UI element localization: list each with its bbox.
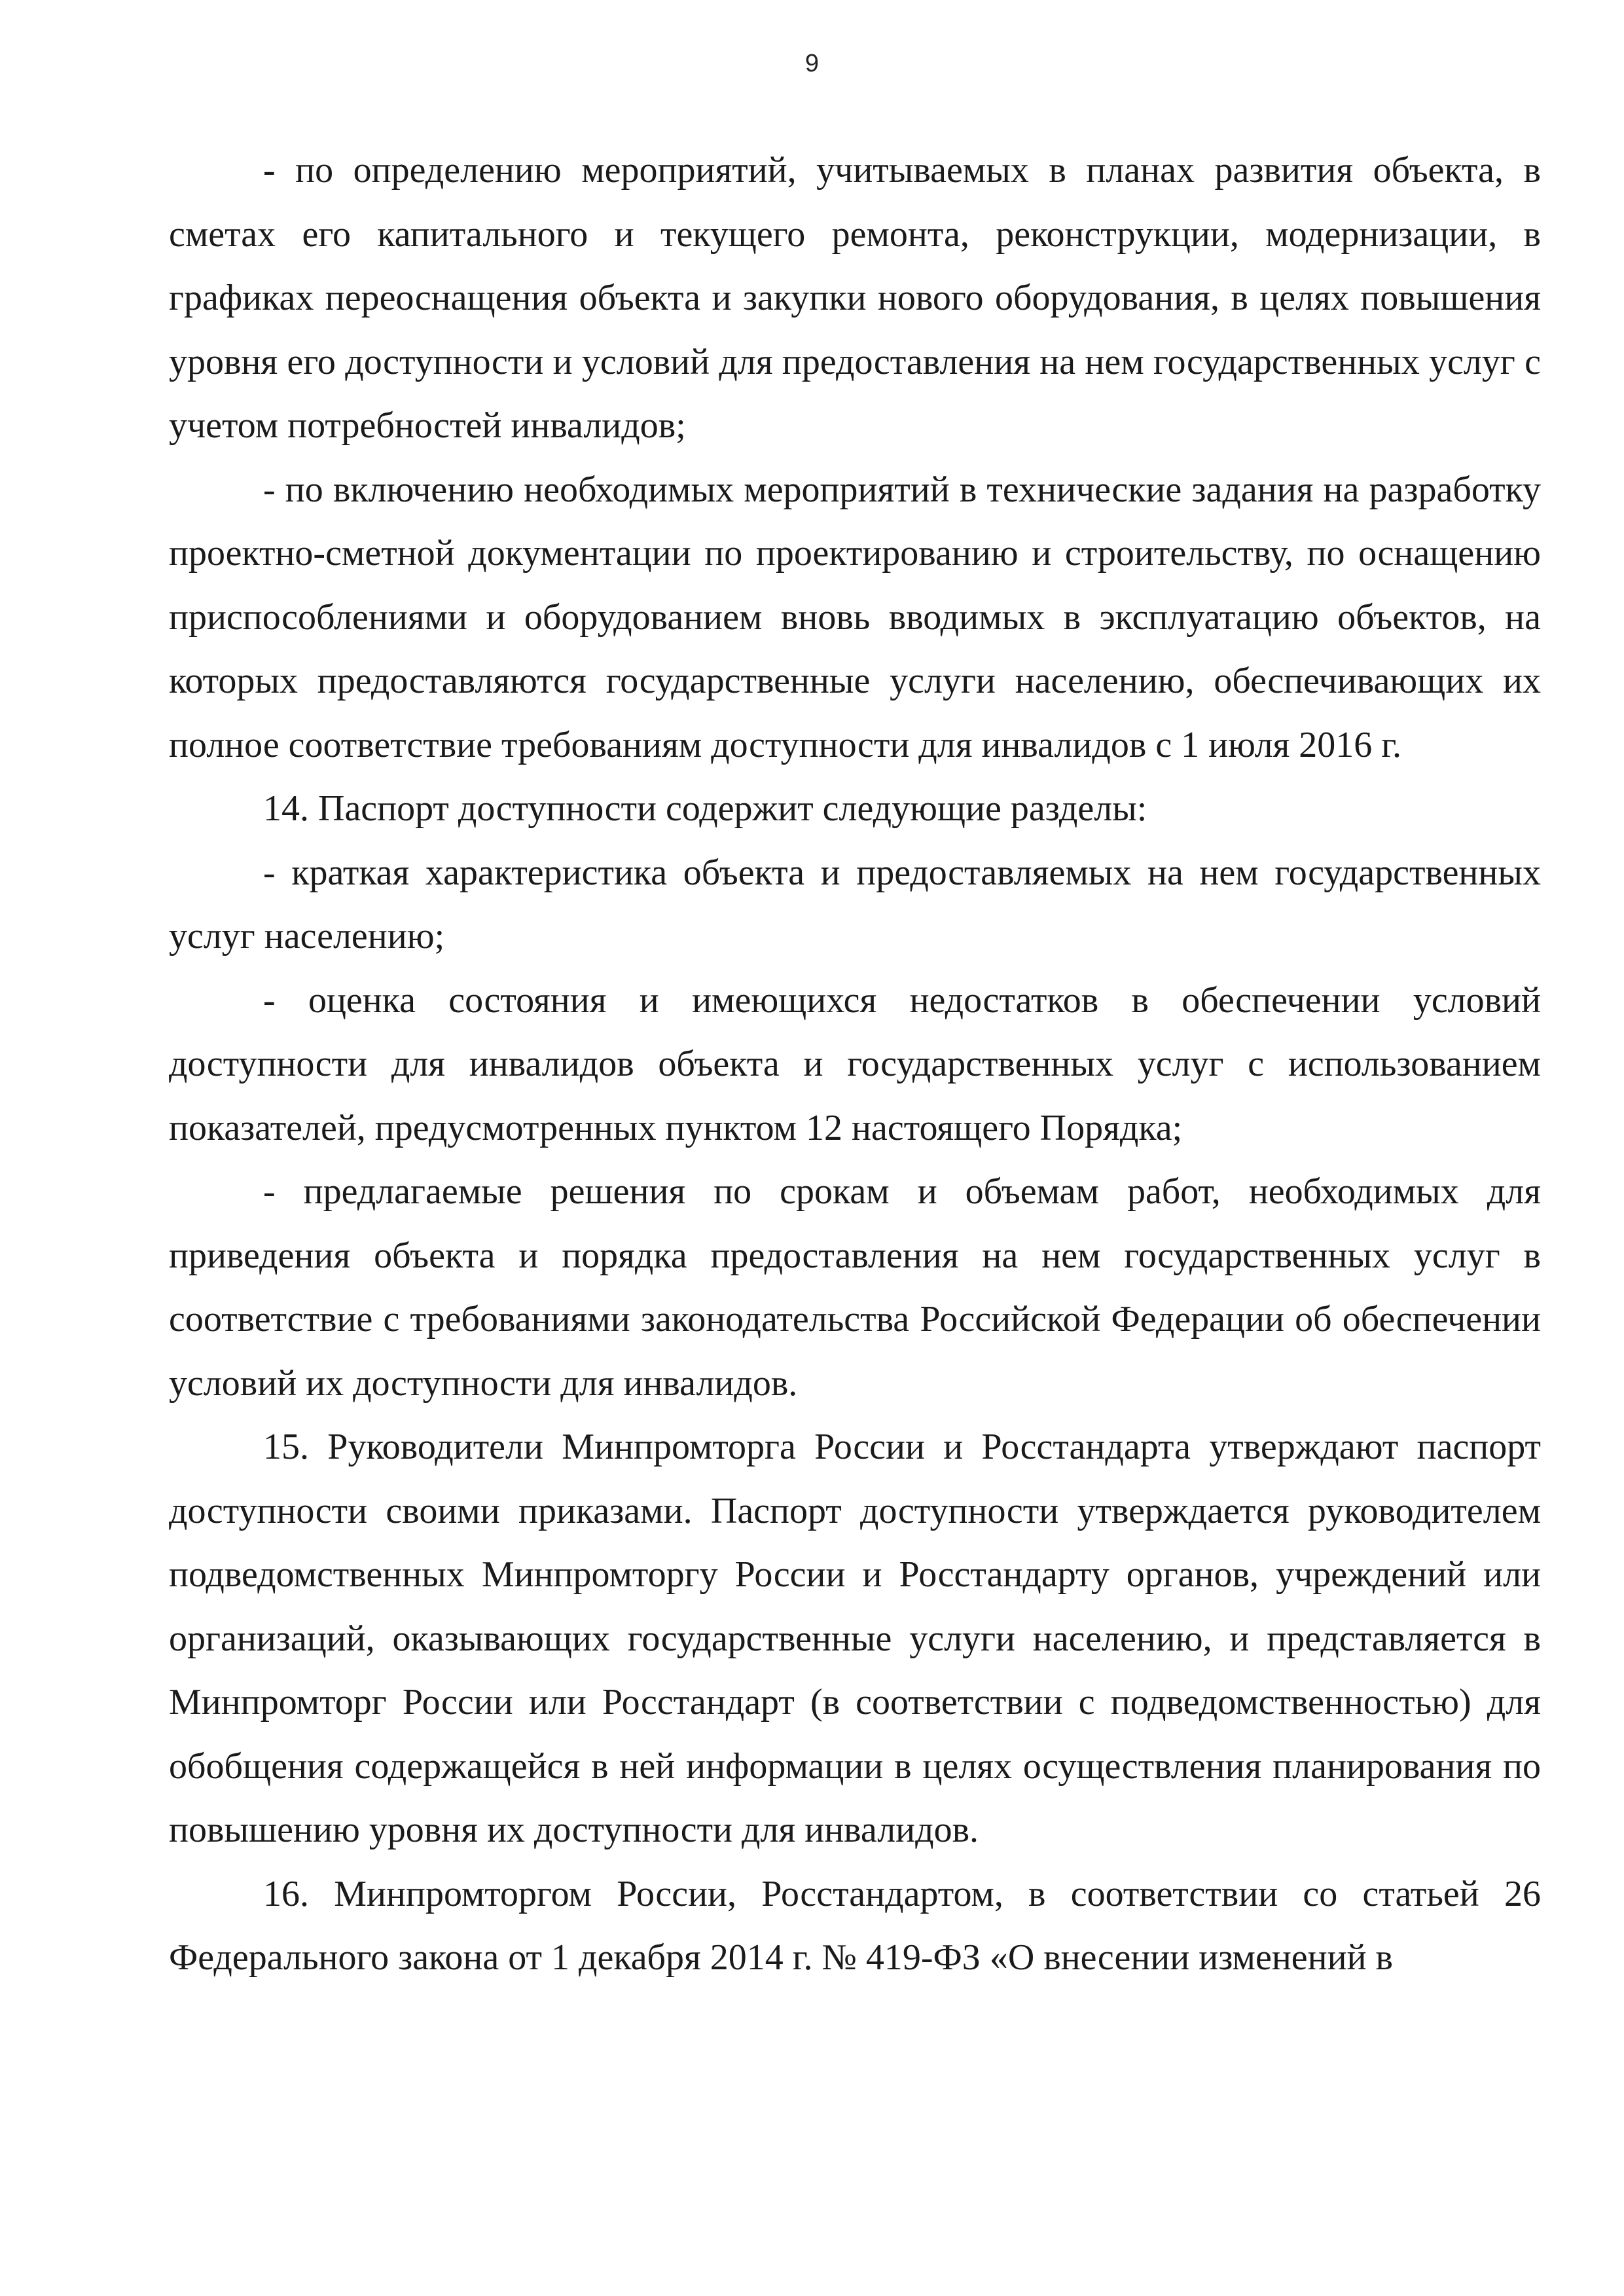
paragraph-clause-planning: - по определению мероприятий, учитываемых в планах развития объекта, в сметах его капитального и текущего ремонта, реконструкции, модернизации, в графиках переоснащения объекта и закупки нового оборудования, в целях повышения уровня его доступности и условий для предоставления на нем государственных услуг с учетом потребностей инвалидов; [169, 150, 1541, 446]
paragraph-section-proposed-solutions: - предлагаемые решения по срокам и объемам работ, необходимых для приведения объекта и порядка предоставления на нем государственных услуг в соответствие с требованиями законодательства Российской Федерации об обеспечении условий их доступности для инвалидов. [169, 1171, 1541, 1404]
paragraph-clause-technical-tasks: - по включению необходимых мероприятий в технические задания на разработку проектно-сметной документации по проектированию и строительству, по оснащению приспособлениями и оборудованием вновь вводимых в эксплуатацию объектов, на которых предоставляются государственные услуги населению, обеспечивающих их полное соответствие требованиям доступности для инвалидов с 1 июля 2016 г. [169, 469, 1541, 765]
page-number: 9 [804, 50, 820, 77]
paragraph-section-assessment: - оценка состояния и имеющихся недостатков в обеспечении условий доступности для инвалидов объекта и государственных услуг с использованием показателей, предусмотренных пунктом 12 настоящего Порядка; [169, 979, 1541, 1148]
paragraph-item-14: 14. Паспорт доступности содержит следующие разделы: [263, 788, 1147, 829]
document-body [169, 139, 1541, 1990]
paragraph-item-16: 16. Минпромторгом России, Росстандартом, в соответствии со статьей 26 Федерального закона от 1 декабря 2014 г. № 419-ФЗ «О внесении изменений в [169, 1873, 1541, 1978]
paragraph-item-15: 15. Руководители Минпромторга России и Росстандарта утверждают паспорт доступности своими приказами. Паспорт доступности утверждается руководителем подведомственных Минпромторгу России и Росстандарту органов, учреждений или организаций, оказывающих государственные услуги населению, и представляется в Минпромторг России или Росстандарт (в соответствии с подведомственностью) для обобщения содержащейся в ней информации в целях осуществления планирования по повышению уровня их доступности для инвалидов. [169, 1427, 1541, 1850]
paragraph-section-characteristics: - краткая характеристика объекта и предоставляемых на нем государственных услуг населению; [169, 852, 1541, 957]
